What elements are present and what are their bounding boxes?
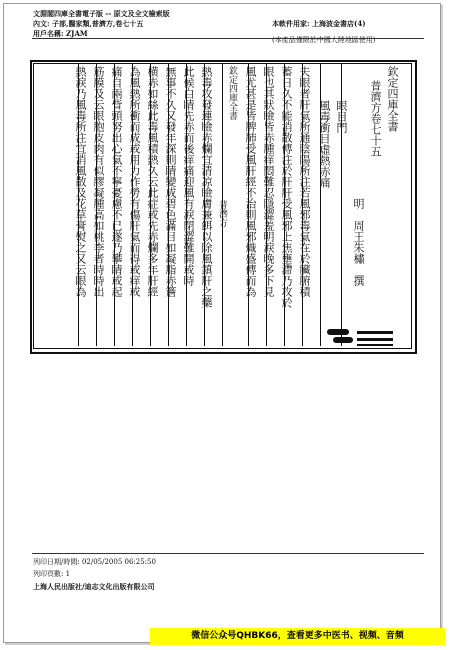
header-title: 文淵閣四庫全書電子版 -- 原文及全文檢索版 [33, 9, 170, 18]
footer-print-pages: 列印頁數: 1 [33, 570, 71, 578]
column-divider [78, 64, 79, 346]
page-text-column: 明 周王朱橚 撰 [352, 198, 365, 286]
watermark-banner: 微信公众号QHBK66，查看更多中医书、视频、音频 [150, 628, 445, 645]
page-text-column: 為風熱所衝而成或用力作勞有傷肝氣而得或痒或 [128, 66, 141, 297]
column-divider [320, 64, 321, 346]
header-licensee: 本軟件用家: 上海波金書店(4) [272, 19, 366, 28]
column-divider [302, 64, 303, 346]
header-username: 用戶名稱: ZJAM [33, 29, 88, 38]
column-divider [186, 64, 187, 346]
column-divider [168, 64, 169, 346]
header-region-note: (本產品僅限於中國大陸地區使用) [272, 36, 376, 44]
publisher-logo [327, 327, 407, 349]
page-text-column: 普濟方 [217, 200, 227, 227]
page-text-column: 蓄日久不能消散傳注於肝肝受風邪上焦壅滯乃攻於 [280, 66, 293, 308]
page-text-column: 此候白睛先赤而後痒痛迎風有淚閉澀難開或時 [182, 66, 195, 286]
page-text-column: 欽定四庫全書 [227, 66, 237, 120]
column-divider [222, 64, 223, 346]
header-content-path: 內文: 子部,醫家類,普濟方,卷七十五 [33, 19, 144, 28]
footer-publisher: 上海人民出版社/迪志文化出版有限公司 [33, 582, 155, 591]
page-text-column: 眼目門 [335, 100, 348, 133]
page-text-column: 熱毒攻發連瞼赤爛宜清凉瞼膚兼餌以除風鎮肝之藥 [200, 66, 213, 308]
page-text-column: 無事不久又發年深則睛變成碧色滿目如凝脂赤簷 [164, 66, 177, 297]
page-text-column: 眼也其狀瞼皆赤腫痒悶難忍隱澀羞明淚晚多下見 [262, 66, 275, 297]
page-text-column: 風尤甚是皆脾肺受風肝經不治則風邪熾盛傳而為 [244, 66, 257, 297]
footer-print-datetime: 列印日期/時間: 02/05/2005 06:25:50 [33, 558, 156, 566]
header-rule [32, 38, 424, 39]
column-divider [114, 64, 115, 346]
page-text-column: 普濟方卷七十五 [369, 80, 382, 157]
column-divider [248, 64, 249, 346]
footer-rule [32, 553, 424, 554]
page-text-column: 欽定四庫全書 [386, 66, 399, 132]
column-divider [341, 64, 342, 346]
page-text-column: 熱淚乃風毒所注宜消風散及花草膏熨之又云眼為 [74, 66, 87, 297]
column-divider [132, 64, 133, 346]
column-divider [96, 64, 97, 346]
page-text-column: 筋膜及云眼胞皮肉有似膠凝腫高如桃李者時時出 [92, 66, 105, 297]
page-text-column: 夫眼者肝氣所通陰陽所注若風邪毒氣在於臟腑積 [298, 66, 311, 297]
column-divider [266, 64, 267, 346]
page-text-column: 風毒衝目虛熱赤痛 [318, 100, 331, 188]
page-text-column: 横赤如絲此毒風積熱久云此症或先赤爛多年肝經 [146, 66, 159, 297]
column-divider [150, 64, 151, 346]
page-text-column: 痛自兩眥頭努出心氣不寧憂慮不已遂乃攀睛或起 [110, 66, 123, 297]
column-divider [204, 64, 205, 346]
column-divider [284, 64, 285, 346]
